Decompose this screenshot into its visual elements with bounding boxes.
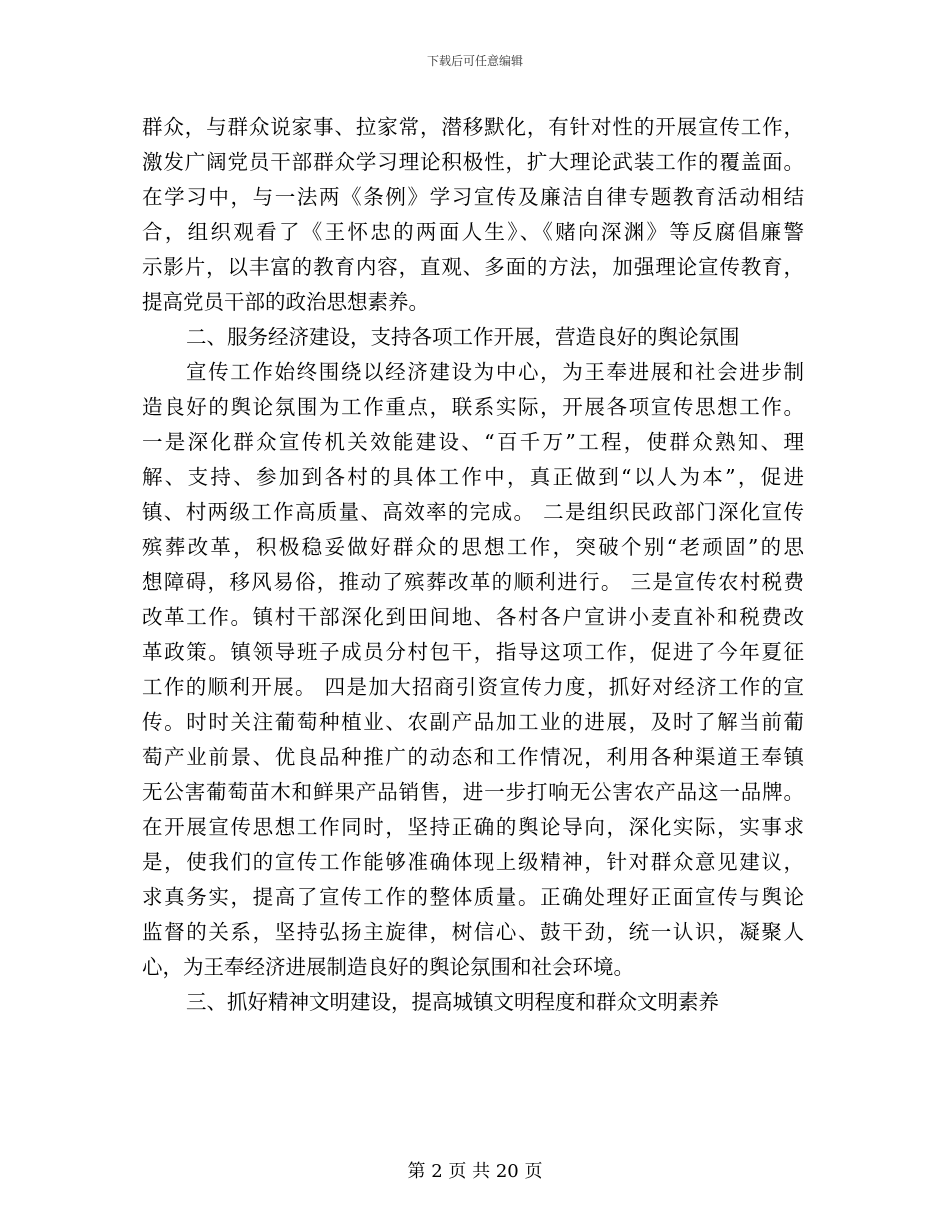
text-line: 在开展宣传思想工作同时，坚持正确的舆论导向，深化实际，实事求 xyxy=(142,815,804,839)
text-line: 萄产业前景、优良品种推广的动态和工作情况，利用各种渠道王奉镇 xyxy=(142,745,804,769)
text-line: 殡葬改革，积极稳妥做好群众的思想工作，突破个别“老顽固”的思 xyxy=(142,535,804,559)
section-heading-3: 三、抓好精神文明建设，提高城镇文明程度和群众文明素养 xyxy=(186,990,719,1014)
text-line: 工作的顺利开展。 四是加大招商引资宣传力度，抓好对经济工作的宣 xyxy=(142,675,804,699)
text-line: 一是深化群众宣传机关效能建设、“百千万”工程，使群众熟知、理 xyxy=(142,430,804,454)
text-line: 心，为王奉经济进展制造良好的舆论氛围和社会环境。 xyxy=(142,955,634,979)
text-line: 合，组织观看了《王怀忠的两面人生》、《赌向深渊》等反腐倡廉警 xyxy=(142,220,804,244)
text-line: 在学习中，与一法两《条例》学习宣传及廉洁自律专题教育活动相结 xyxy=(142,185,804,209)
text-line: 求真务实，提高了宣传工作的整体质量。正确处理好正面宣传与舆论 xyxy=(142,885,804,909)
text-line: 革政策。镇领导班子成员分村包干，指导这项工作，促进了今年夏征 xyxy=(142,640,804,664)
page-number: 第 2 页 共 20 页 xyxy=(407,1161,543,1182)
text-line: 激发广阔党员干部群众学习理论积极性，扩大理论武装工作的覆盖面。 xyxy=(142,150,804,174)
text-line: 传。时时关注葡萄种植业、农副产品加工业的进展，及时了解当前葡 xyxy=(142,710,804,734)
text-line: 想障碍，移风易俗，推动了殡葬改革的顺利进行。 三是宣传农村税费 xyxy=(142,570,804,594)
text-line: 宣传工作始终围绕以经济建设为中心，为王奉进展和社会进步制 xyxy=(186,360,804,384)
page-header-note: 下载后可任意编辑 xyxy=(426,54,523,68)
text-line: 无公害葡萄苗木和鲜果产品销售，进一步打响无公害农产品这一品牌。 xyxy=(142,780,804,804)
section-heading-2: 二、服务经济建设，支持各项工作开展，营造良好的舆论氛围 xyxy=(186,325,740,349)
text-line: 造良好的舆论氛围为工作重点，联系实际，开展各项宣传思想工作。 xyxy=(142,395,804,419)
text-line: 解、支持、参加到各村的具体工作中，真正做到“以人为本”，促进 xyxy=(142,465,804,489)
text-line: 群众，与群众说家事、拉家常，潜移默化，有针对性的开展宣传工作， xyxy=(142,115,804,139)
text-line: 监督的关系，坚持弘扬主旋律，树信心、鼓干劲，统一认识，凝聚人 xyxy=(142,920,804,944)
text-line: 镇、村两级工作高质量、高效率的完成。 二是组织民政部门深化宣传 xyxy=(142,500,804,524)
text-line: 改革工作。镇村干部深化到田间地、各村各户宣讲小麦直补和税费改 xyxy=(142,605,804,629)
text-line: 提高党员干部的政治思想素养。 xyxy=(142,290,429,314)
text-line: 示影片，以丰富的教育内容，直观、多面的方法，加强理论宣传教育， xyxy=(142,255,804,279)
document-body xyxy=(142,110,804,1020)
text-line: 是，使我们的宣传工作能够准确体现上级精神，针对群众意见建议， xyxy=(142,850,804,874)
